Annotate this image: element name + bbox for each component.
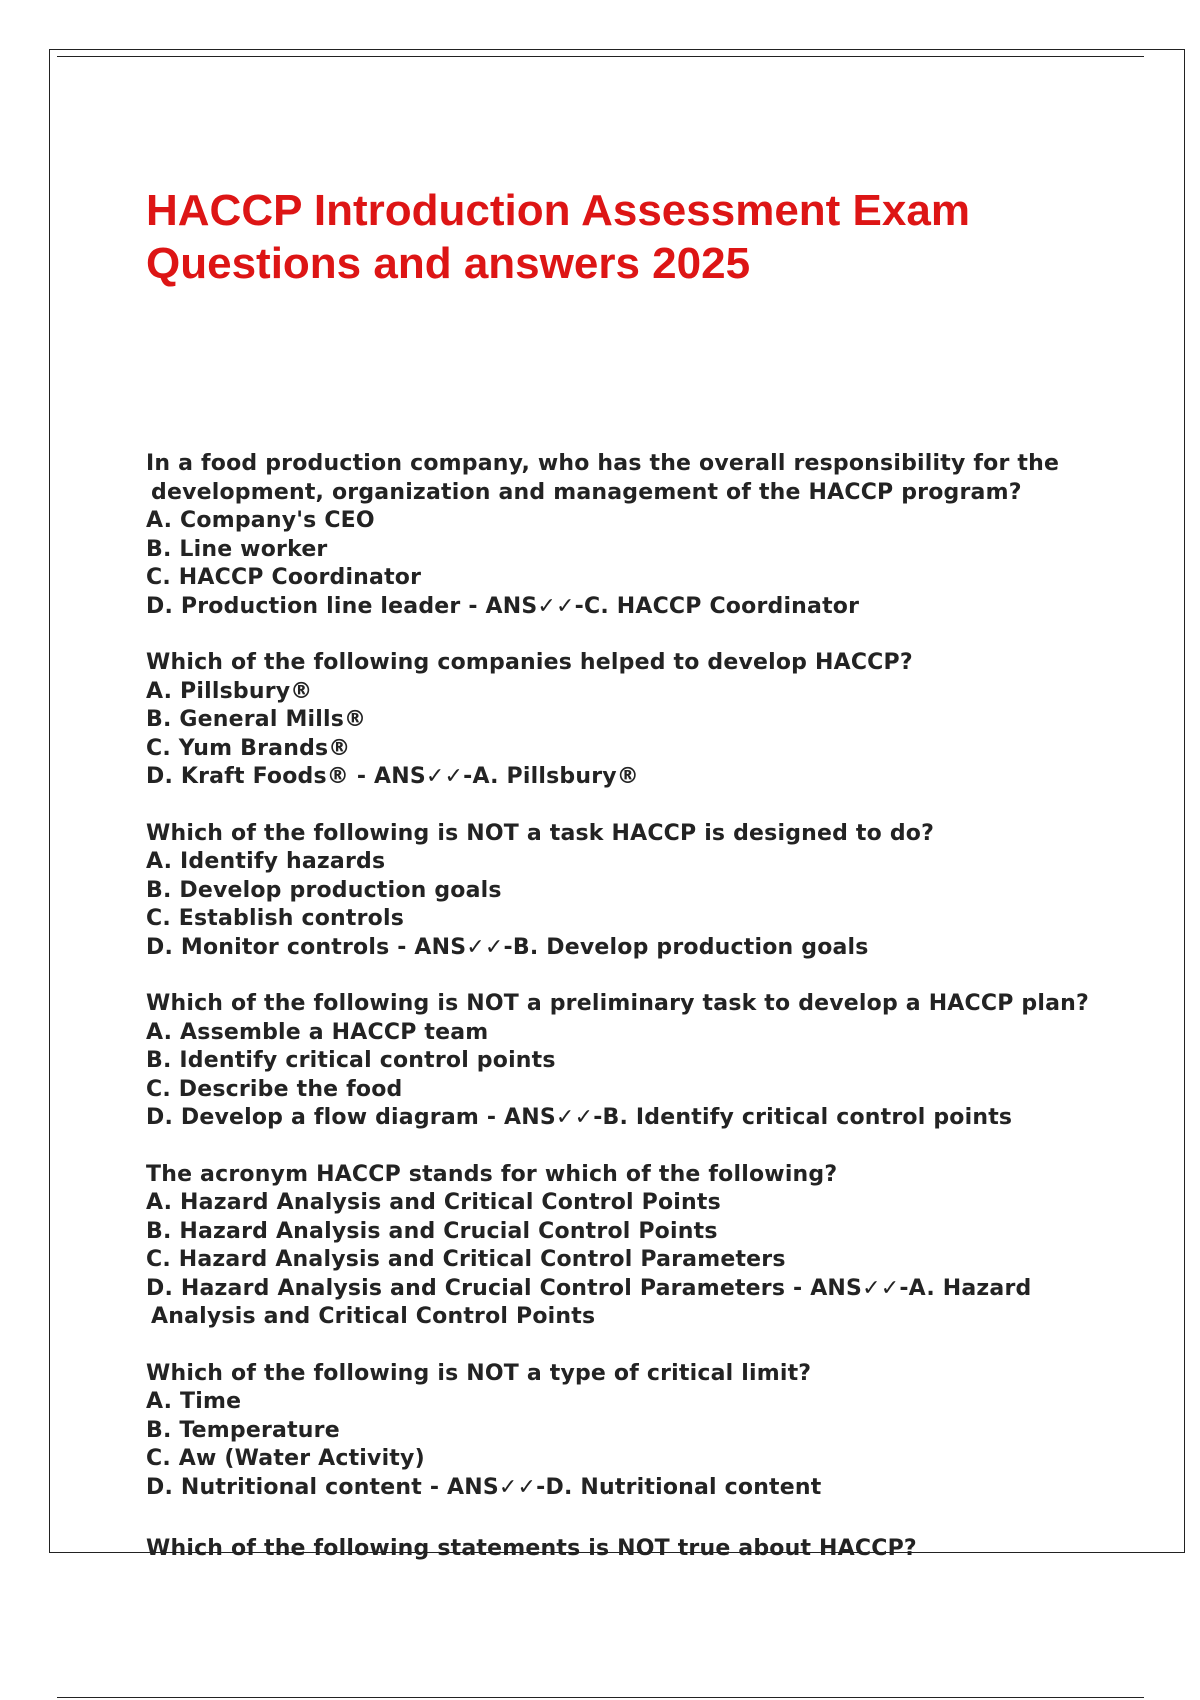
question-text: The acronym HACCP stands for which of the following? <box>146 1161 838 1187</box>
answer-continued: Analysis and Critical Control Points <box>151 1304 596 1329</box>
option-b: B. Line worker <box>146 536 328 562</box>
option-a: A. Time <box>146 1389 242 1414</box>
title-line-1: HACCP Introduction Assessment Exam <box>146 186 970 235</box>
option-a: A. Identify hazards <box>146 849 386 874</box>
question-text: Which of the following is NOT a type of critical limit? <box>146 1360 812 1386</box>
option-a: A. Pillsbury® <box>146 678 313 704</box>
document-title <box>146 184 1086 290</box>
option-a: A. Company's CEO <box>146 508 375 533</box>
question-text: Which of the following is NOT a task HACCP is designed to do? <box>146 820 935 846</box>
question-block-2 <box>146 649 1076 792</box>
question-text: In a food production company, who has the overall responsibility for the <box>146 451 1060 476</box>
question-block-5 <box>146 1161 1076 1332</box>
option-d-answer: D. Hazard Analysis and Crucial Control Parameters - ANS✓✓-A. Hazard <box>146 1275 1032 1301</box>
option-c: C. Describe the food <box>146 1076 403 1102</box>
option-b: B. General Mills® <box>146 707 367 732</box>
option-b: B. Develop production goals <box>146 877 502 903</box>
question-text: Which of the following companies helped to develop HACCP? <box>146 650 913 675</box>
option-c: C. Hazard Analysis and Critical Control Parameters <box>146 1247 786 1272</box>
question-list <box>146 450 1089 1530</box>
question-block-1 <box>146 450 1076 621</box>
title-line-2: Questions and answers 2025 <box>146 239 751 288</box>
option-b: B. Hazard Analysis and Crucial Control Points <box>146 1218 718 1244</box>
option-c: C. Aw (Water Activity) <box>146 1446 425 1471</box>
bottom-rule <box>57 1697 1144 1698</box>
option-d-answer: D. Production line leader - ANS✓✓-C. HACCP Coordinator <box>146 593 860 619</box>
option-a: A. Assemble a HACCP team <box>146 1019 489 1045</box>
option-d-answer: D. Kraft Foods® - ANS✓✓-A. Pillsbury® <box>146 764 640 789</box>
option-a: A. Hazard Analysis and Critical Control Points <box>146 1190 721 1215</box>
question-block-4 <box>146 990 1089 1133</box>
option-d-answer: D. Nutritional content - ANS✓✓-D. Nutritional content <box>146 1474 822 1500</box>
option-c: C. Yum Brands® <box>146 735 351 761</box>
question-block-6 <box>146 1360 1076 1503</box>
option-c: C. Establish controls <box>146 906 405 931</box>
cut-off-question-text: Which of the following statements is NOT true about HACCP? <box>146 1536 917 1561</box>
option-c: C. HACCP Coordinator <box>146 565 422 590</box>
question-block-3 <box>146 820 1076 963</box>
question-text: Which of the following is NOT a preliminary task to develop a HACCP plan? <box>146 991 1089 1016</box>
question-text-continued: development, organization and management of the HACCP program? <box>151 479 1022 505</box>
option-b: B. Identify critical control points <box>146 1048 556 1073</box>
option-d-answer: D. Monitor controls - ANS✓✓-B. Develop production goals <box>146 934 869 960</box>
option-b: B. Temperature <box>146 1417 340 1443</box>
top-rule <box>57 56 1144 57</box>
option-d-answer: D. Develop a flow diagram - ANS✓✓-B. Identify critical control points <box>146 1105 1013 1130</box>
